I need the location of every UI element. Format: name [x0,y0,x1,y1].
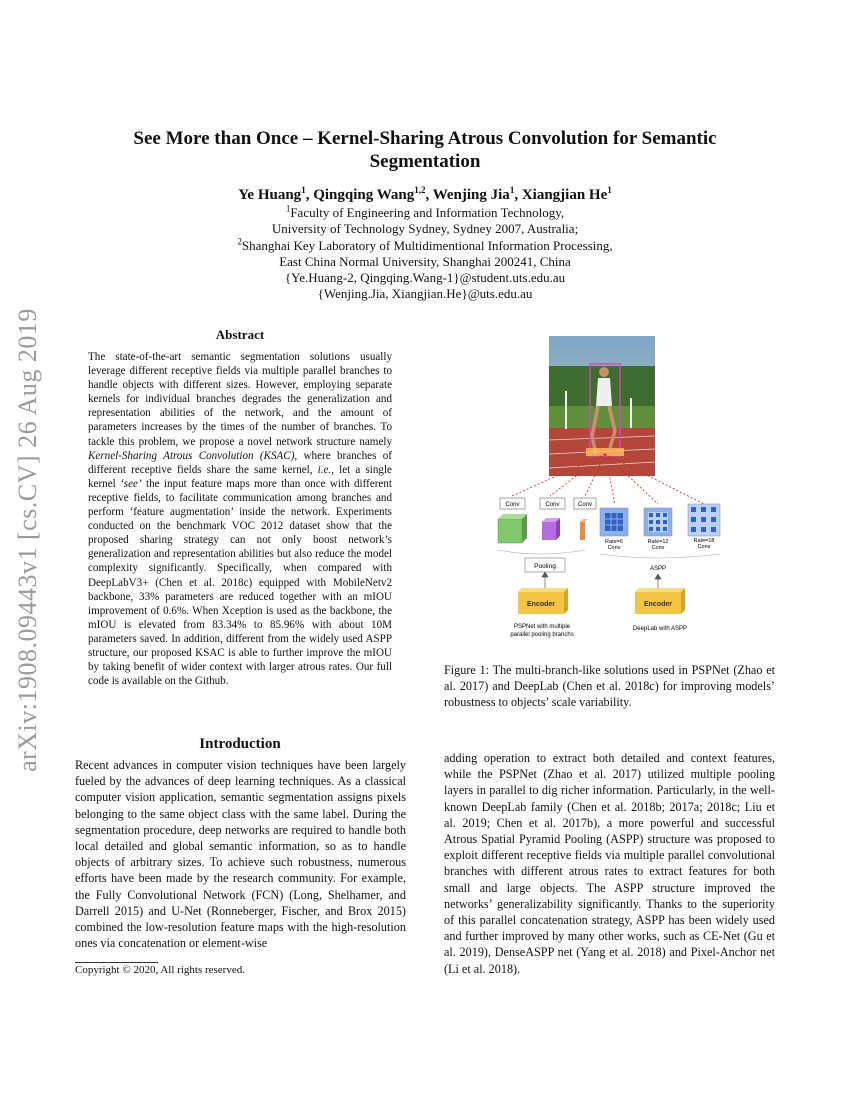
rate-label: Conv [697,544,711,550]
affiliation-text: Faculty of Engineering and Information Technology, [290,205,565,220]
affiliation-sup: 1 [285,203,291,214]
rate-label: Rate=12 [647,539,669,545]
rate-label: Rate=6 [605,539,623,545]
conv-labels [500,498,596,509]
figure-caption: Figure 1: The multi-branch-like solutions used in PSPNet (Zhao et al. 2017) and DeepLab (Chen et al. 2018c) for improving models’ robustness to objects’ scale variability. [444,663,775,710]
abstract-emphasis: Kernel-Sharing Atrous Convolution (KSAC) [88,449,295,462]
affiliation-line [75,238,775,254]
encoder-label: Encoder [526,601,556,608]
copyright-notice: Copyright © 2020, All rights reserved. [75,964,245,976]
encoder-label: Encoder [643,601,673,608]
arrows [542,572,661,588]
author-sep: , [305,187,314,203]
runner-body [596,378,612,406]
runner-head [599,367,609,377]
rate-label: Rate=18 [693,538,715,544]
pooling-cubes [498,514,588,543]
author-name: Wenjing Jia [432,187,510,203]
title-line: Segmentation [369,151,481,172]
email-line: {Wenjing.Jia, Xiangjian.He}@uts.edu.au [317,286,533,302]
pooling-bracket [498,550,585,554]
affiliations [75,205,775,303]
author-sup: 1,2 [414,185,426,195]
conv-label: Conv [577,502,593,508]
affiliation-sup: 2 [237,236,242,247]
affiliation-line: University of Technology Sydney, Sydney 2007, Australia; [271,221,579,237]
author-list [75,187,775,204]
aspp-label: ASPP [649,566,667,572]
footnote-rule [75,962,158,963]
author-sup: 1 [509,185,515,195]
arxiv-stamp-text: arXiv:1908.09443v1 [cs.CV] 26 Aug 2019 [13,308,42,772]
conv-label: Conv [545,502,560,508]
affiliation-text: Shanghai Key Laboratory of Multidimentional Information Processing, [241,237,613,253]
abstract-emphasis: i.e., [317,463,334,476]
author-sup: 1 [607,185,612,195]
rate-label: Conv [651,545,665,551]
author-sup: 1 [301,185,306,195]
abstract-text: let a single kernel [88,463,392,490]
arxiv-side-stamp [8,290,48,790]
introduction-heading: Introduction [199,736,281,752]
abstract-body [88,350,392,688]
introduction-left-column: Recent advances in computer vision techniques have been largely fueled by the advances of deep learning techniques. As a classical computer vision application, semantic segmentation assigns pixels belonging to the same object class with the same label. During the segmentation procedure, deep networks are required to handle both local detailed and global semantic information, so as to handle objects of arbitrary sizes. To achieve such robustness, numerous efforts have been made by the research community. For example, the Fully Convolutional Network (FCN) (Long, Shelhamer, and Darrell 2015) and U-Net (Ronneberger, Fischer, and Brox 2015) combined the low-resolution feature maps with the high-resolution ones via concatenation or element-wise [75,758,406,951]
affiliation-line: East China Normal University, Shanghai 200241, China [279,253,571,269]
pooling-label: Pooling [534,563,556,570]
affiliation-line [75,205,775,221]
runner-photo [549,336,655,476]
figure-sublabel: DeepLab with ASPP [632,626,688,632]
figure-1 [490,336,740,646]
abstract-text: The state-of-the-art semantic segmentation solutions usually leverage different receptive fields via multiple parallel branches to handle objects with different sizes. However, employing separate kernels for individual branches degrades the generalization and representation abilities of the network, and the amount of parameters increases by the times of the number of branches. To tackle this problem, we propose a novel network structure namely [88,351,392,448]
abstract-emphasis: ‘see’ [120,477,142,490]
author-name: Ye Huang [238,187,302,203]
conv-label: Conv [505,502,520,508]
aspp-blocks [600,504,720,536]
rate-labels [605,538,714,551]
author-sep: , [425,187,433,203]
title-line: See More than Once – Kernel-Sharing Atrous Convolution for Semantic [133,128,717,149]
author-name: Qingqing Wang [313,187,415,203]
figure-sublabel: PSPNet with multiple [513,624,571,630]
introduction-right-column: adding operation to extract both detailed and context features, while the PSPNet (Zhao et al. 2017) utilized multiple pooling layers in parallel to dig richer information. Particularly, in the well-known DeepLab family (Chen et al. 2018b; 2017a; 2018c; Liu et al. 2019; Chen et al. 2017b), a more powerful and successful Atrous Spatial Pyramid Pooling (ASPP) structure was proposed to exploit different receptive fields via multiple parallel convolutional branches with different atrous rates to extract features for both small and large objects. The ASPP structure improved the networks’ generalizability significantly. Thanks to the superiority of this parallel concatenation strategy, ASPP has been widely used and further improved by many other works, such as CE-Net (Gu et al. 2019), DenseASPP net (Yang et al. 2018) and Pixel-Anchor net (Li et al. 2018). [444,751,775,976]
author-name: Xiangjian He [521,187,608,203]
abstract-heading: Abstract [215,327,265,342]
author-sep: , [514,187,522,203]
email-line: {Ye.Huang-2, Qingqing.Wang-1}@student.uts.edu.au [284,270,566,286]
rate-label: Conv [607,545,621,551]
abstract-text: , where branches of different receptive fields share the same kernel, [88,449,392,476]
figure-sublabel: parallel pooling branchs [510,632,574,638]
abstract-text: the input feature maps more than once with different receptive fields, to facilitate communication among branches and perform ‘feature augmentation’ inside the network. Experiments conducted on the benchmark VOC 2012 dataset show that the proposed sharing strategy can not only boost network’s generalization and representation abilities but also reduce the model complexity significantly. Specifically, when compared with DeepLabV3+ (Chen et al. 2018c) equipped with MobileNetv2 backbone, 33% parameters are reduced together with an mIOU improvement of 0.6%. When Xception is used as the backbone, the mIOU is elevated from 83.34% to 85.96% with about 10M parameters saved. In addition, different from the widely used ASPP structure, our proposed KSAC is able to further improve the mIOU by taking benefit of wider context with larger atrous rates. Our full code is available on the Github. [88,477,392,688]
paper-title [75,127,775,173]
aspp-bracket [600,554,720,558]
